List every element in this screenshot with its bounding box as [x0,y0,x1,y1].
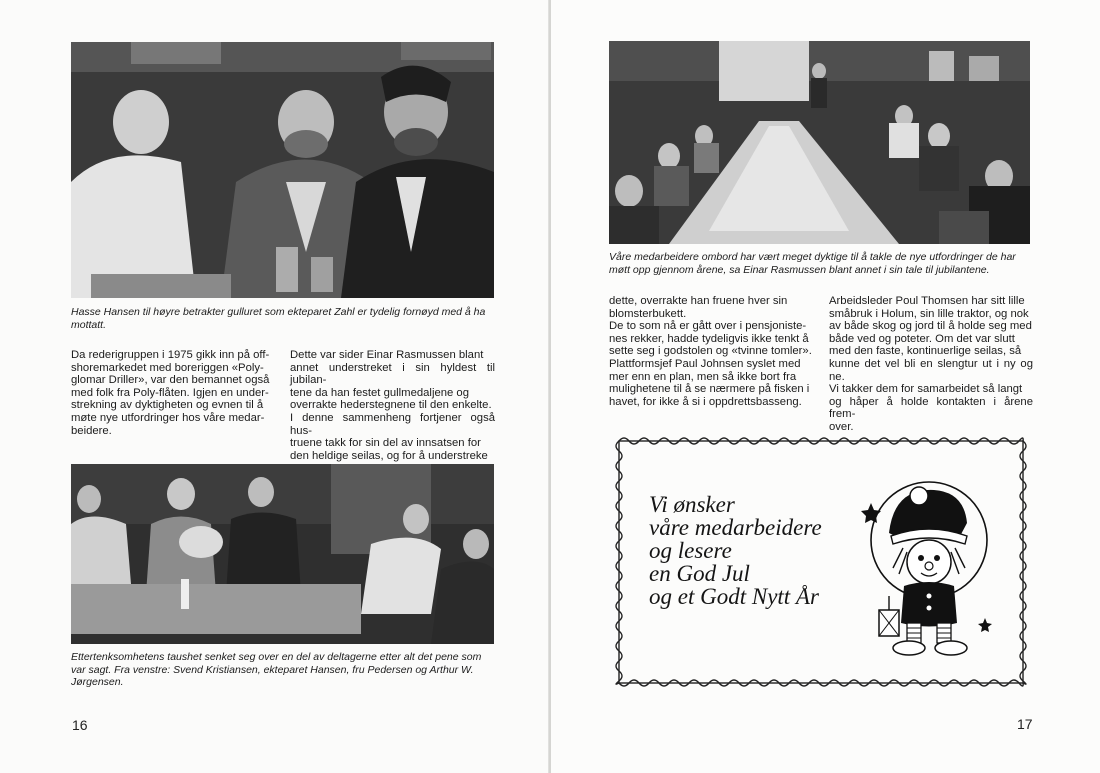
right-col2-text [829,295,1033,434]
text-line: kunne det vel bli en slengtur ut i ny og ne. [829,357,1033,383]
photo-banquet-table [609,41,1030,244]
text-line: dette, overrakte han fruene hver sin [609,295,788,307]
text-line: annet understreket i sin hyldest til jubilan- [290,361,495,387]
greeting-line: og lesere [649,538,732,563]
text-line: shoremarkedet med boreriggen «Poly- [71,361,264,374]
text-line: De to som nå er gått over i pensjoniste- [609,320,807,333]
photo-caption-bottom [71,651,511,689]
text-line: Da rederigruppen i 1975 gikk inn på off- [71,349,270,361]
christmas-greeting-box [609,433,1033,691]
text-line: blomsterbukett. [609,307,687,320]
text-line: mer enn en plan, men så ikke bort fra [609,370,797,383]
text-line: beidere. [71,424,112,437]
caption-line: Ettertenksomhetens taushet senket seg over en del av deltagerne etter alt det pene som [71,651,482,663]
text-line: Dette var sider Einar Rasmussen blant [290,349,484,361]
greeting-line: våre medarbeidere [649,515,822,540]
greeting-text [649,493,822,608]
photo-caption-right [609,251,1049,276]
text-line: truene takk for sin del av innsatsen for [290,437,481,450]
text-line: Arbeidsleder Poul Thomsen har sitt lille [829,295,1025,307]
text-line: over. [829,420,854,433]
text-line: møte nye utfordringer hos våre medar- [71,411,265,424]
text-line: og håper å holde kontakten i årene frem- [829,395,1033,421]
text-line: strekning av dyktigheten og evnen til å [71,399,264,412]
photo-medal-recipients [71,42,494,298]
greeting-line: Vi ønsker [649,492,735,517]
photo-reception [71,464,494,644]
page-number-right: 17 [1017,716,1033,732]
photo-banquet-table-image [609,41,1030,244]
left-page [0,0,549,773]
caption-line: Jørgensen. [71,676,124,688]
greeting-line: en God Jul [649,561,750,586]
right-col1-text [609,295,813,408]
text-line: nes rekker, hadde tydeligvis ikke tenkt å [609,332,809,345]
text-line: Plattformsjef Paul Johnsen syslet med [609,357,801,370]
photo-medal-recipients-image [71,42,494,298]
text-line: med folk fra Poly-flåten. Igjen en under- [71,386,269,399]
text-line: glomar Driller», var den bemannet også [71,374,270,387]
photo-caption-top: Hasse Hansen til høyre betrakter gulluret som ekteparet Zahl er tydelig fornøyd med å ha mottatt. [71,306,486,331]
caption-line: møtt opp gjennom årene, sa Einar Rasmussen blant annet i sin tale til jubilantene. [609,263,990,276]
page-number-left: 16 [72,717,88,733]
greeting-line: og et Godt Nytt År [649,584,819,609]
text-line: den heldige seilas, og for å understreke [290,449,488,462]
text-line: overrakte hederstegnene til den enkelte. [290,399,492,412]
caption-line: Våre medarbeidere ombord har vært meget dyktige til å takle de nye utfordringer de har [609,251,1016,263]
text-line: havet, for ikke å si i oppdrettsbasseng. [609,395,802,408]
caption-line: var sagt. Fra venstre: Svend Kristiansen, ekteparet Hansen, fru Pedersen og Arthur W. [71,663,474,676]
left-col1-text [71,349,276,437]
text-line: Vi takker dem for samarbeidet så langt [829,383,1023,396]
text-line: av både skog og jord til å holde seg med [829,320,1032,333]
text-line: sette seg i godstolen og «tvinne tomler». [609,345,812,358]
left-col2-text [290,349,495,462]
text-line: I denne sammenheng fortjener også hus- [290,411,495,437]
text-line: tene da han festet gullmedaljene og [290,386,470,399]
text-line: både ved og poteter. Om det var slutt [829,332,1015,345]
text-line: med den faste, kontinuerlige seilas, så [829,345,1022,358]
text-line: småbruk i Holum, sin lille traktor, og nok [829,307,1029,320]
photo-reception-image [71,464,494,644]
christmas-elf-icon [859,478,999,663]
text-line: mulighetene til å se nærmere på fisken i [609,383,810,396]
